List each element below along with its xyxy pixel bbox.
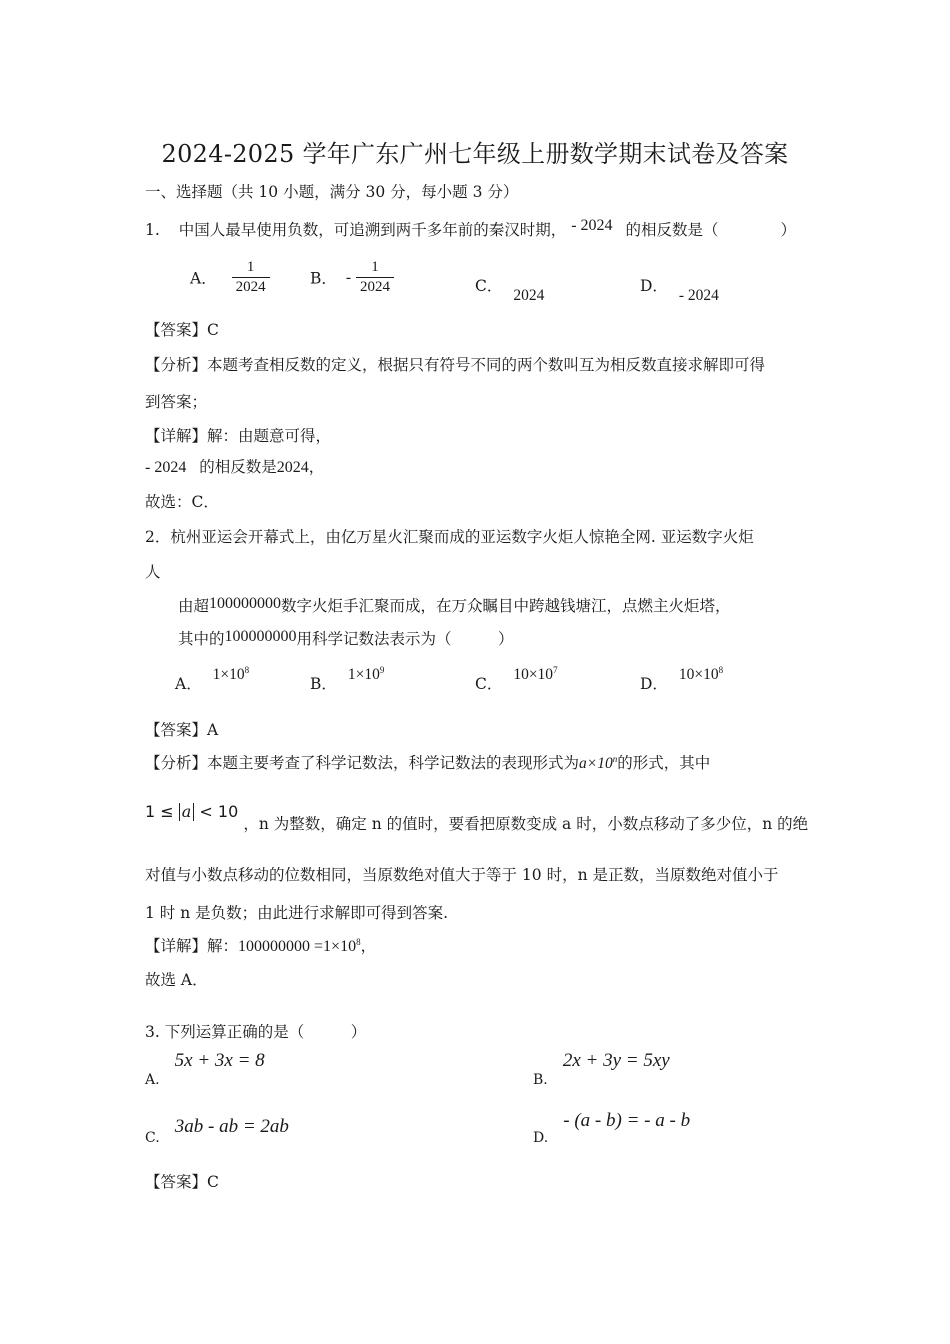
q2-analysis-line4: 1 时 n 是负数；由此进行求解即可得到答案. [145,904,449,922]
q3-stem: 3. 下列运算正确的是（ ） [145,1023,367,1041]
q3-option-d: D. - (a - b) = - a - b [533,1110,691,1146]
q1-answer: 【答案】C [145,321,219,339]
q3-answer: 【答案】C [145,1173,219,1191]
q1-detail-line2: - 2024 的相反数是2024， [145,458,325,476]
q1-stem [145,218,796,240]
q1-detail: 【详解】解：由题意可得， [145,427,332,445]
q1-analysis-line1: 【分析】本题考查相反数的定义，根据只有符号不同的两个数叫互为相反数直接求解即可得 [145,356,766,374]
q2-option-a: A． $1\times 10^8$ [175,665,250,693]
q1-analysis-line2: 到答案； [145,393,208,411]
q2-option-c: C． $10\times 10^7$ [475,665,558,693]
q3-option-b: B. 2x + 3y = 5xy [533,1050,670,1088]
fraction: $\frac{1}{2024}$ [232,258,270,297]
q2-stem-line3: 由超100000000数字火炬手汇聚而成，在万众瞩目中跨越钱塘江，点燃主火炬塔， [178,595,731,615]
q2-option-d: D． $10\times 10^8$ [640,665,724,693]
q2-option-b: B． $1\times 10^9$ [310,665,385,693]
q1-option-c: C． 2024 [475,277,545,304]
q2-stem-line4: 其中的100000000用科学记数法表示为（ ） [178,628,514,648]
q1-number: 1. [145,221,160,239]
q1-option-a: A． $\frac{1}{2024}$ [190,258,270,297]
q2-analysis-line2: 1 ≤ a < 10 ，n 为整数，确定 n 的值时，要看把原数变成 a 时，小数点移动了多少位，n 的绝 [145,802,809,833]
q3-option-c: C. 3ab - ab = 2ab [145,1116,289,1146]
q2-stem-line1: 2．杭州亚运会开幕式上，由亿万星火汇聚而成的亚运数字火炬人惊艳全网. 亚运数字火炬 [145,528,754,546]
q2-analysis-line1: 【分析】本题主要考查了科学记数法，科学记数法的表现形式为$a\times 10^n$的形式，其中 [145,754,711,772]
q2-detail: 【详解】解：$100000000 =1\times 10^8$， [145,937,377,955]
q2-answer: 【答案】A [145,721,219,739]
q1-stem-math: - 2024 [571,217,613,234]
q1-choose: 故选：C． [145,493,219,511]
q1-option-b: B． - $\frac{1}{2024}$ [310,258,394,297]
section-heading: 一、选择题（共 10 小题，满分 30 分，每小题 3 分） [145,183,519,201]
q2-choose: 故选 A． [145,971,208,989]
fraction: $\frac{1}{2024}$ [356,258,394,297]
page-title: 2024-2025 学年广东广州七年级上册数学期末试卷及答案 [161,140,789,168]
q1-option-d: D． - 2024 [640,277,719,304]
absolute-value: a [179,803,195,821]
q2-analysis-line3: 对值与小数点移动的位数相同，当原数绝对值大于等于 10 时，n 是正数，当原数绝对值小于 [145,866,779,884]
q3-option-a: A. 5x + 3x = 8 [145,1050,265,1088]
q1-stem-text-b: 的相反数是（ ） [625,221,796,239]
q2-stem-line2: 人 [145,563,161,581]
q1-stem-text-a: 中国人最早使用负数，可追溯到两千多年前的秦汉时期， [178,221,567,239]
